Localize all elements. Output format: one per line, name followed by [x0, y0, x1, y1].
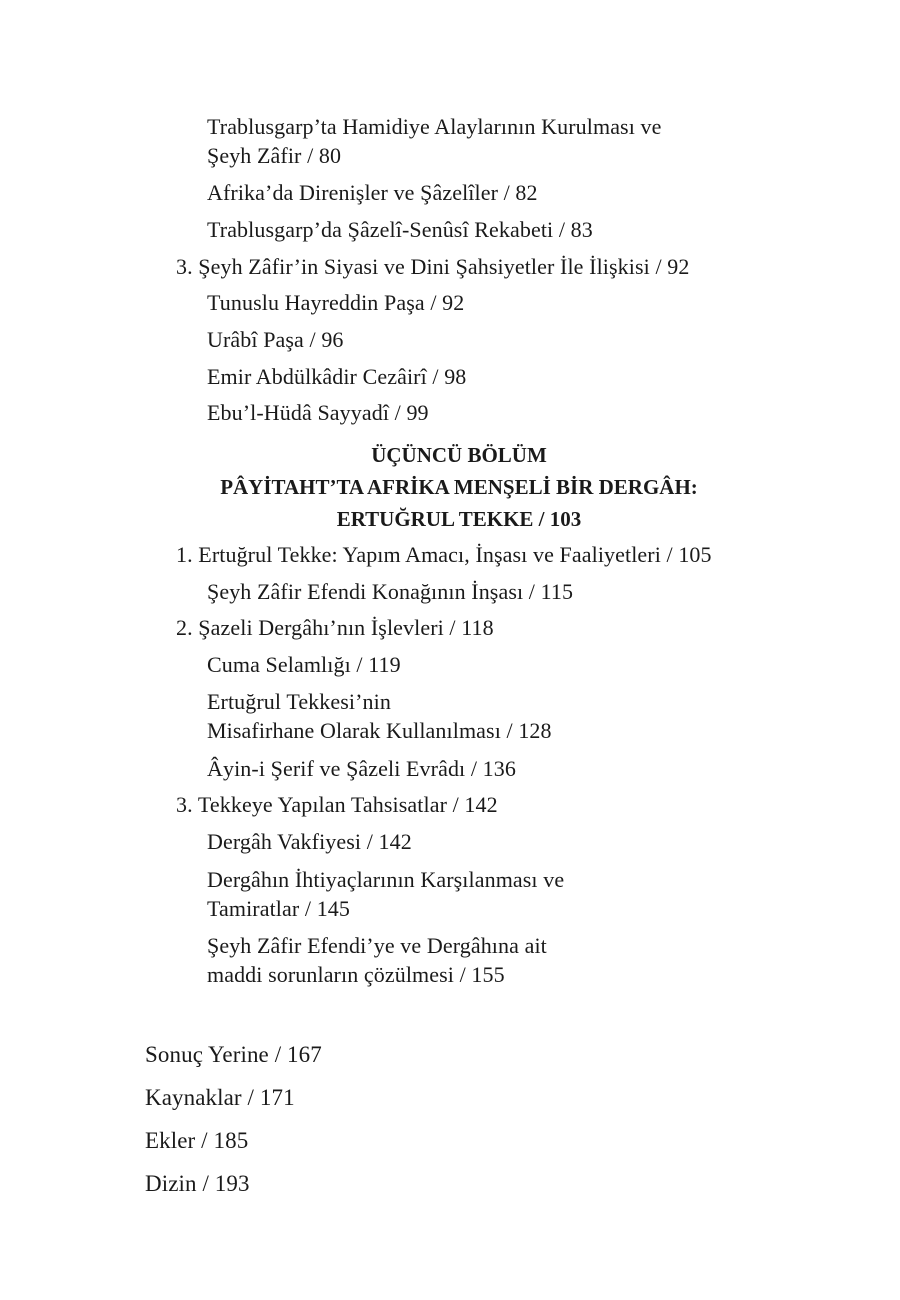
- toc-back-dizin: Dizin / 193: [145, 1171, 250, 1196]
- chapter-heading-line1: ÜÇÜNCÜ BÖLÜM: [371, 443, 547, 467]
- toc-entry-abdulkadir: Emir Abdülkâdir Cezâirî / 98: [207, 364, 467, 389]
- toc-entry-maddi-sorunlar-line2: maddi sorunların çözülmesi / 155: [207, 962, 505, 987]
- toc-back-ekler: Ekler / 185: [145, 1128, 249, 1153]
- toc-entry-konak: Şeyh Zâfir Efendi Konağının İnşası / 115: [207, 579, 574, 604]
- toc-entry-sayyadi: Ebu’l-Hüdâ Sayyadî / 99: [207, 400, 429, 425]
- toc-section-1-ertugrul-tekke: 1. Ertuğrul Tekke: Yapım Amacı, İnşası ve Faaliyetleri / 105: [176, 542, 712, 567]
- toc-entry-ihtiyaclar-line2: Tamiratlar / 145: [207, 896, 351, 921]
- toc-entry-hayreddin-pasa: Tunuslu Hayreddin Paşa / 92: [207, 290, 465, 315]
- toc-entry-ayin-i-serif: Âyin-i Şerif ve Şâzeli Evrâdı / 136: [207, 756, 516, 781]
- toc-entry-hamidiye-alaylari-line2: Şeyh Zâfir / 80: [207, 143, 342, 168]
- chapter-heading-line3: ERTUĞRUL TEKKE / 103: [336, 507, 582, 531]
- toc-section-2-islevler: 2. Şazeli Dergâhı’nın İşlevleri / 118: [176, 615, 494, 640]
- toc-entry-cuma-selamligi: Cuma Selamlığı / 119: [207, 652, 401, 677]
- toc-section-3-iliskiler: 3. Şeyh Zâfir’in Siyasi ve Dini Şahsiyetler İle İlişkisi / 92: [176, 254, 690, 279]
- toc-entry-hamidiye-alaylari-line1: Trablusgarp’ta Hamidiye Alaylarının Kurulması ve: [207, 114, 662, 139]
- toc-entry-rekabet: Trablusgarp’da Şâzelî-Senûsî Rekabeti / 83: [207, 217, 593, 242]
- toc-back-kaynaklar: Kaynaklar / 171: [145, 1085, 295, 1110]
- toc-entry-misafirhane-line1: Ertuğrul Tekkesi’nin: [207, 689, 391, 714]
- toc-back-sonuc: Sonuç Yerine / 167: [145, 1042, 322, 1067]
- toc-entry-maddi-sorunlar-line1: Şeyh Zâfir Efendi’ye ve Dergâhına ait: [207, 933, 547, 958]
- chapter-heading-line2: PÂYİTAHT’TA AFRİKA MENŞELİ BİR DERGÂH:: [220, 475, 698, 499]
- toc-section-3-tahsisatlar: 3. Tekkeye Yapılan Tahsisatlar / 142: [176, 792, 498, 817]
- toc-entry-ihtiyaclar-line1: Dergâhın İhtiyaçlarının Karşılanması ve: [207, 867, 565, 892]
- toc-entry-misafirhane-line2: Misafirhane Olarak Kullanılması / 128: [207, 718, 552, 743]
- toc-entry-urabi-pasa: Urâbî Paşa / 96: [207, 327, 344, 352]
- toc-entry-vakfiye: Dergâh Vakfiyesi / 142: [207, 829, 412, 854]
- toc-entry-direnisler: Afrika’da Direnişler ve Şâzelîler / 82: [207, 180, 538, 205]
